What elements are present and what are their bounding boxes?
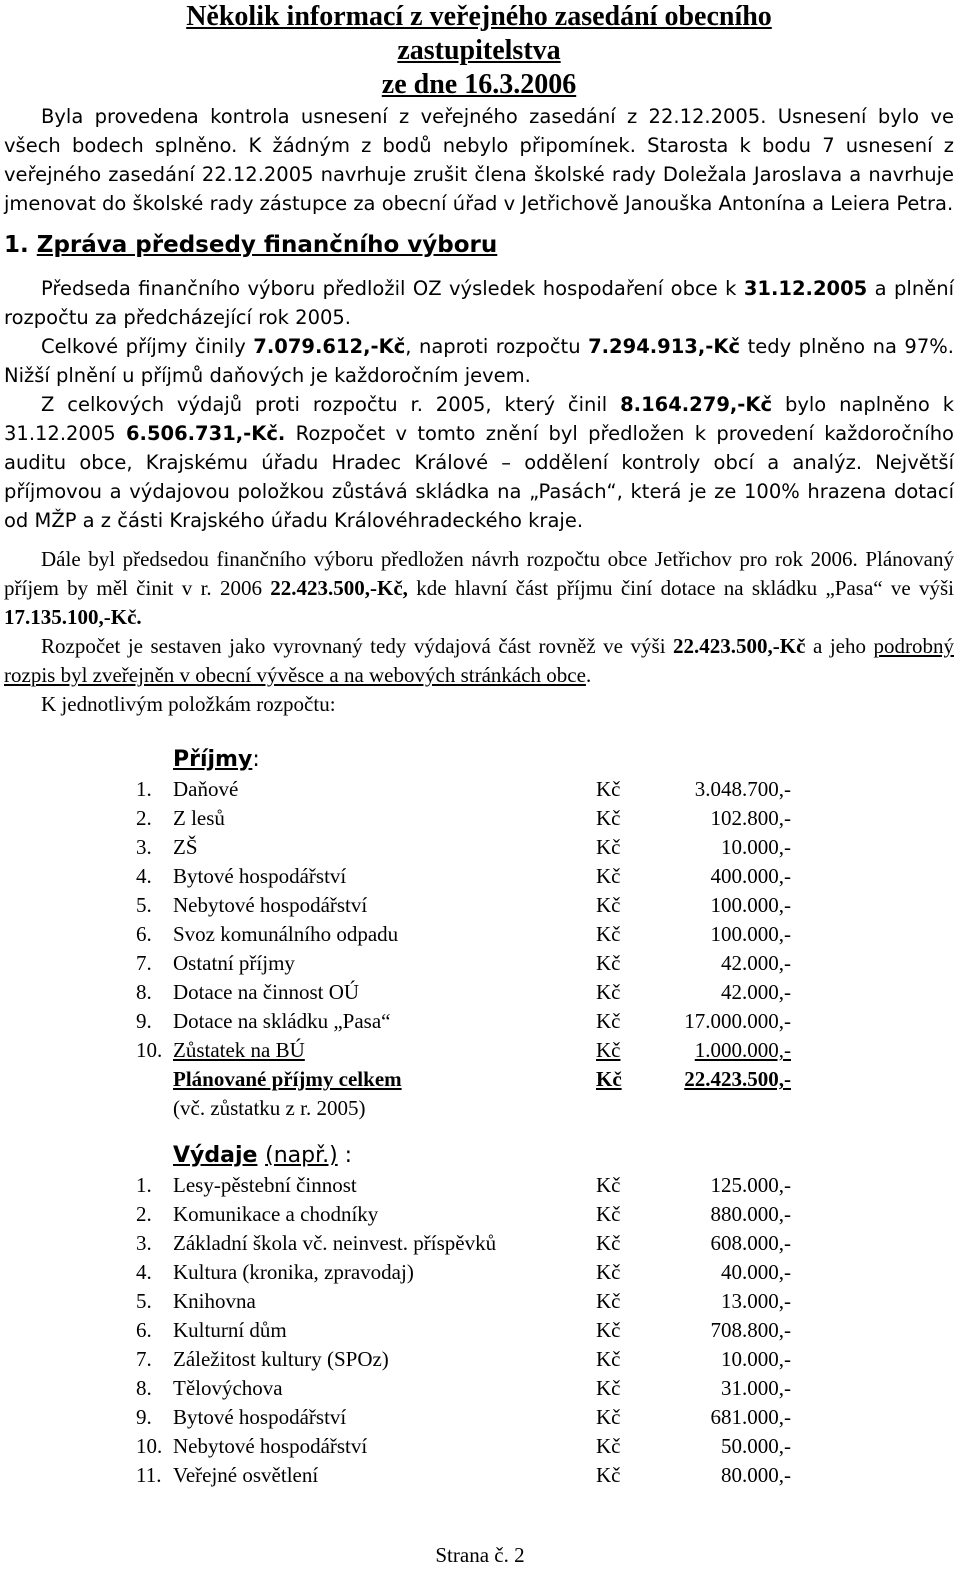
row-number: 1. [136, 1173, 152, 1197]
currency: Kč [596, 1038, 621, 1062]
item-name: Kultura (kronika, zpravodaj) [173, 1260, 414, 1284]
item-name: Dotace na činnost OÚ [173, 980, 360, 1004]
paragraph-income [4, 332, 954, 390]
heading-colon: : [252, 747, 260, 772]
income-row [136, 891, 796, 920]
item-amount: 3.048.700,- [694, 777, 791, 801]
item-name: Bytové hospodářství [173, 864, 347, 888]
item-amount: 681.000,- [710, 1405, 791, 1429]
income-total-row [136, 1065, 796, 1094]
item-name: Knihovna [173, 1289, 256, 1313]
expenses-heading-text: Výdaje [173, 1143, 258, 1168]
row-number: 11. [136, 1463, 162, 1487]
income-row [136, 775, 796, 804]
row-number: 5. [136, 893, 152, 917]
text-run: kde hlavní část příjmu činí dotace na skládku „Pasa“ ve výši [407, 576, 954, 600]
currency: Kč [596, 864, 621, 888]
currency: Kč [596, 1463, 621, 1487]
row-number: 8. [136, 980, 152, 1004]
expenses-row [136, 1258, 796, 1287]
income-heading-text: Příjmy [173, 747, 253, 772]
currency: Kč [596, 1434, 621, 1458]
income-row [136, 1007, 796, 1036]
row-number: 6. [136, 1318, 152, 1342]
row-number: 4. [136, 864, 152, 888]
row-number: 7. [136, 1347, 152, 1371]
date-bold: 31.12.2005 [743, 277, 868, 300]
item-amount: 10.000,- [721, 1347, 791, 1371]
item-name: Nebytové hospodářství [173, 1434, 368, 1458]
section-heading [4, 230, 954, 260]
row-number: 7. [136, 951, 152, 975]
paragraph-result [4, 274, 954, 332]
item-name: Komunikace a chodníky [173, 1202, 379, 1226]
expenses-row [136, 1287, 796, 1316]
currency: Kč [596, 922, 621, 946]
text-run: tedy plněno na 97%. Nižší plnění u příjmů daňových je každoročním jevem. [4, 335, 954, 387]
expenses-row [136, 1229, 796, 1258]
document-page [4, 0, 954, 1490]
row-number: 3. [136, 835, 152, 859]
expenses-row [136, 1374, 796, 1403]
currency: Kč [596, 806, 621, 830]
income-heading [173, 745, 796, 775]
amount-bold: 22.423.500,-Kč, [270, 576, 408, 600]
item-amount: 125.000,- [710, 1173, 791, 1197]
amount-bold: 17.135.100,-Kč. [4, 605, 142, 629]
currency: Kč [596, 1260, 621, 1284]
document-title [4, 0, 954, 102]
text-run: . [585, 663, 592, 687]
item-amount: 17.000.000,- [684, 1009, 791, 1033]
item-amount: 708.800,- [710, 1318, 791, 1342]
expenses-list [136, 1171, 796, 1490]
budget-table [136, 745, 796, 1490]
row-number: 5. [136, 1289, 152, 1313]
income-row [136, 920, 796, 949]
text-run: Předseda finančního výboru předložil OZ výsledek hospodaření obce k [41, 277, 744, 300]
currency: Kč [596, 1231, 621, 1255]
expenses-row [136, 1461, 796, 1490]
item-name: Nebytové hospodářství [173, 893, 368, 917]
item-amount: 13.000,- [721, 1289, 791, 1313]
currency: Kč [596, 777, 621, 801]
amount-bold: 6.506.731,-Kč. [125, 422, 286, 445]
text-run: Celkové příjmy činily [41, 335, 254, 358]
paragraph-balanced [4, 632, 954, 690]
item-amount: 40.000,- [721, 1260, 791, 1284]
text-run: a jeho [805, 634, 874, 658]
item-amount: 10.000,- [721, 835, 791, 859]
paragraph-budget-proposal [4, 545, 954, 632]
item-amount: 880.000,- [710, 1202, 791, 1226]
item-name: Základní škola vč. neinvest. příspěvků [173, 1231, 497, 1255]
expenses-row [136, 1171, 796, 1200]
heading-colon: : [337, 1143, 353, 1168]
currency: Kč [596, 980, 621, 1004]
paragraph-expenses [4, 390, 954, 535]
total-amount: 22.423.500,- [684, 1067, 791, 1091]
item-amount: 42.000,- [721, 980, 791, 1004]
item-amount: 31.000,- [721, 1376, 791, 1400]
text-run: Rozpočet je sestaven jako vyrovnaný tedy výdajová část rovněž ve výši [41, 634, 674, 658]
row-number: 8. [136, 1376, 152, 1400]
expenses-row [136, 1403, 796, 1432]
item-name: Zůstatek na BÚ [173, 1038, 305, 1062]
expenses-heading-note: (např.) [265, 1143, 338, 1168]
total-currency: Kč [596, 1067, 622, 1091]
text-run: Z celkových výdajů proti rozpočtu r. 2005, který činil [41, 393, 621, 416]
item-name: Kulturní dům [173, 1318, 287, 1342]
currency: Kč [596, 1405, 621, 1429]
expenses-heading [173, 1141, 796, 1171]
item-name: Veřejné osvětlení [173, 1463, 319, 1487]
item-name: Ostatní příjmy [173, 951, 295, 975]
section-number: 1. [4, 232, 29, 258]
amount-bold: 7.294.913,-Kč [588, 335, 741, 358]
section-title: Zpráva předsedy finančního výboru [36, 232, 498, 258]
row-number: 4. [136, 1260, 152, 1284]
row-number: 2. [136, 806, 152, 830]
item-name: Z lesů [173, 806, 225, 830]
income-row [136, 978, 796, 1007]
item-name: Dotace na skládku „Pasa“ [173, 1009, 391, 1033]
item-name: Svoz komunálního odpadu [173, 922, 399, 946]
text-run: Dále byl předsedou finančního výboru předložen návrh rozpočtu obce Jetřichov pro rok 2006. Plánovaný příjem by měl činit v r. 2006 [4, 547, 954, 600]
text-run: bylo naplněno k 31.12.2005 [4, 393, 955, 445]
amount-bold: 7.079.612,-Kč [253, 335, 406, 358]
total-label: Plánované příjmy celkem [173, 1067, 402, 1091]
row-number: 9. [136, 1009, 152, 1033]
item-name: Lesy-pěstební činnost [173, 1173, 357, 1197]
item-amount: 80.000,- [721, 1463, 791, 1487]
item-amount: 42.000,- [721, 951, 791, 975]
currency: Kč [596, 1009, 621, 1033]
amount-bold: 8.164.279,-Kč [620, 393, 773, 416]
currency: Kč [596, 893, 621, 917]
item-name: ZŠ [173, 835, 198, 859]
currency: Kč [596, 835, 621, 859]
text-run: Rozpočet v tomto znění byl předložen k provedení každoročního auditu obce, Krajskému úřadu Hradec Králové – oddělení kontroly obcí a analýz. Největší příjmovou a výdajovou položkou zůstává skládka na „Pasách“, která je ze 100% hrazena dotací od MŽP a z části Krajského úřadu Královéhradeckého kraje. [4, 422, 954, 532]
income-note: (vč. zůstatku z r. 2005) [173, 1096, 366, 1120]
item-name: Bytové hospodářství [173, 1405, 347, 1429]
currency: Kč [596, 1318, 621, 1342]
expenses-row [136, 1316, 796, 1345]
expenses-row [136, 1200, 796, 1229]
item-amount: 100.000,- [710, 922, 791, 946]
item-name: Záležitost kultury (SPOz) [173, 1347, 389, 1371]
text-run: , naproti rozpočtu [405, 335, 589, 358]
underlined-text: podrobný rozpis byl zveřejněn v obecní vývěsce a na webových stránkách obce [4, 634, 954, 687]
row-number: 3. [136, 1231, 152, 1255]
title-line-1: Několik informací z veřejného zasedání obecního [186, 1, 772, 32]
row-number: 9. [136, 1405, 152, 1429]
currency: Kč [596, 1347, 621, 1371]
currency: Kč [596, 1173, 621, 1197]
income-row [136, 1036, 796, 1065]
currency: Kč [596, 951, 621, 975]
item-amount: 608.000,- [710, 1231, 791, 1255]
title-line-3: ze dne 16.3.2006 [381, 69, 577, 100]
income-row [136, 862, 796, 891]
item-amount: 100.000,- [710, 893, 791, 917]
income-row [136, 949, 796, 978]
income-row [136, 804, 796, 833]
title-line-2: zastupitelstva [397, 35, 561, 66]
text-run: a plnění rozpočtu za předcházející rok 2005. [4, 277, 954, 329]
currency: Kč [596, 1289, 621, 1313]
currency: Kč [596, 1376, 621, 1400]
item-amount: 1.000.000,- [694, 1038, 791, 1062]
row-number: 2. [136, 1202, 152, 1226]
page-number: Strana č. 2 [435, 1543, 525, 1567]
row-number: 1. [136, 777, 152, 801]
row-number: 10. [136, 1434, 163, 1458]
row-num [136, 1065, 173, 1094]
income-list [136, 775, 796, 1065]
item-amount: 102.800,- [710, 806, 791, 830]
spacer [4, 535, 954, 545]
row-number: 6. [136, 922, 152, 946]
row-number: 10. [136, 1038, 163, 1062]
item-name: Daňové [173, 777, 239, 801]
amount-bold: 22.423.500,-Kč [673, 634, 806, 658]
paragraph-items-intro: K jednotlivým položkám rozpočtu: [41, 692, 336, 716]
expenses-row [136, 1432, 796, 1461]
currency: Kč [596, 1202, 621, 1226]
expenses-row [136, 1345, 796, 1374]
income-row [136, 833, 796, 862]
item-amount: 50.000,- [721, 1434, 791, 1458]
intro-paragraph: Byla provedena kontrola usnesení z veřejného zasedání z 22.12.2005. Usnesení bylo ve všech bodech splněno. K žádným z bodů nebylo připomínek. Starosta k bodu 7 usnesení z veřejného zasedání 22.12.2005 navrhuje zrušit člena školské rady Doležala Jaroslava a navrhuje jmenovat do školské rady zástupce za obecní úřad v Jetřichově Janouška Antonína a Leiera Petra. [4, 105, 954, 215]
item-amount: 400.000,- [710, 864, 791, 888]
item-name: Tělovýchova [173, 1376, 283, 1400]
